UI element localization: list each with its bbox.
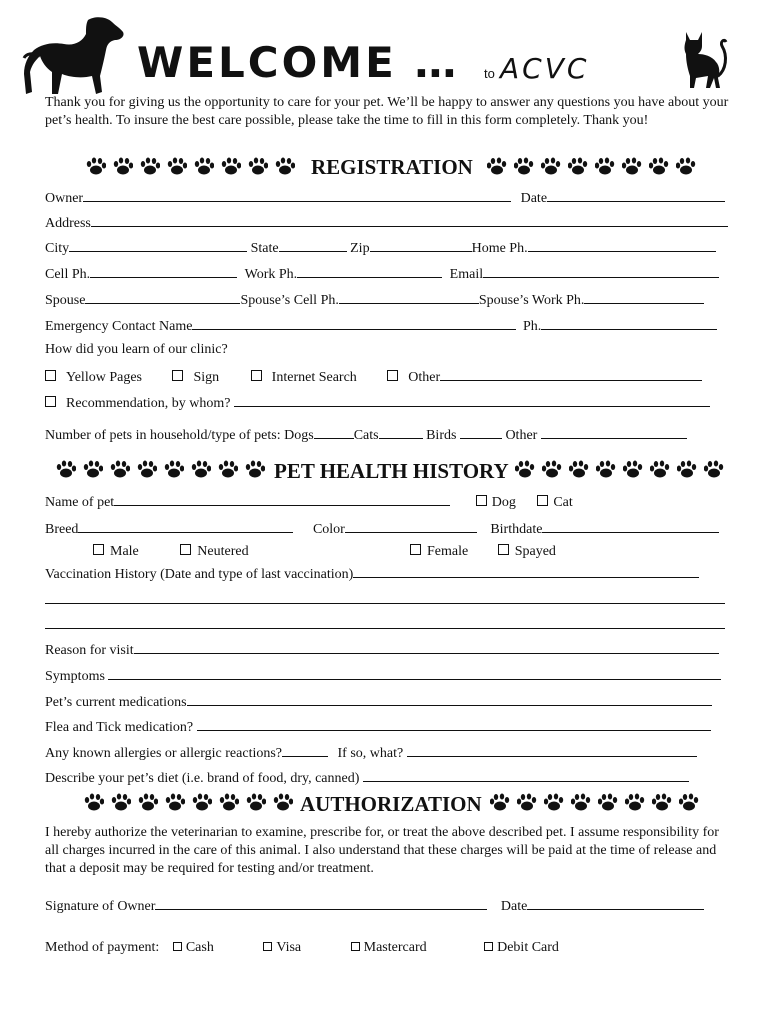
visa-checkbox[interactable]: [263, 942, 272, 951]
paw-print-icon: [108, 460, 130, 478]
spayed-checkbox[interactable]: [498, 544, 509, 555]
email-label: Email: [449, 267, 484, 282]
diet-row: [45, 768, 689, 787]
dog-label: Dog: [491, 495, 516, 510]
clinic-name: ACVC: [500, 52, 590, 85]
emergency-row: [45, 316, 717, 335]
spouse-work-field[interactable]: [584, 290, 704, 304]
breed-field[interactable]: [78, 519, 293, 533]
paw-print-icon: [490, 793, 512, 811]
debit-card-label: Debit Card: [497, 940, 559, 955]
symptoms-row: [45, 666, 721, 685]
spouse-field[interactable]: [85, 290, 240, 304]
cash-checkbox[interactable]: [173, 942, 182, 951]
other-source-checkbox[interactable]: [387, 370, 398, 381]
paw-print-icon: [487, 157, 509, 175]
other-pets-field[interactable]: [541, 425, 687, 439]
yellow-pages-checkbox[interactable]: [45, 370, 56, 381]
symptoms-field[interactable]: [108, 666, 721, 680]
paw-print-icon: [273, 157, 295, 175]
paw-print-icon: [136, 793, 158, 811]
internet-search-label: Internet Search: [271, 370, 357, 385]
recommendation-label: Recommendation, by whom?: [66, 396, 231, 411]
reason-row: [45, 640, 719, 659]
color-label: Color: [312, 522, 345, 537]
vaccination-line-3[interactable]: [45, 628, 725, 629]
other-pets-label: Other: [505, 428, 538, 443]
paw-print-icon: [650, 460, 672, 478]
date-label: Date: [520, 191, 548, 206]
signature-date-field[interactable]: [527, 896, 704, 910]
home-phone-field[interactable]: [528, 238, 716, 252]
mastercard-label: Mastercard: [363, 940, 427, 955]
paw-row-left: [84, 157, 295, 175]
dog-silhouette-icon: [22, 14, 126, 98]
paw-print-icon: [190, 793, 212, 811]
mastercard-checkbox[interactable]: [351, 942, 360, 951]
color-field[interactable]: [345, 519, 477, 533]
female-label: Female: [427, 544, 469, 559]
signature-field[interactable]: [155, 896, 487, 910]
paw-print-icon: [243, 460, 265, 478]
emergency-field[interactable]: [192, 316, 516, 330]
paw-print-icon: [165, 157, 187, 175]
paw-print-icon: [111, 157, 133, 175]
paw-print-icon: [541, 157, 563, 175]
work-phone-label: Work Ph.: [244, 267, 298, 282]
paw-print-icon: [192, 157, 214, 175]
cell-phone-field[interactable]: [90, 264, 237, 278]
cell-phone-label: Cell Ph.: [45, 267, 91, 282]
diet-field[interactable]: [363, 768, 689, 782]
paw-print-icon: [81, 460, 103, 478]
state-field[interactable]: [279, 238, 347, 252]
paw-print-icon: [568, 157, 590, 175]
vaccination-field[interactable]: [353, 564, 699, 578]
paw-print-icon: [162, 460, 184, 478]
other-source-label: Other: [408, 370, 441, 385]
paw-print-icon: [82, 793, 104, 811]
birds-label: Birds: [426, 428, 457, 443]
paw-print-icon: [246, 157, 268, 175]
learn-question: How did you learn of our clinic?: [45, 342, 228, 357]
address-field[interactable]: [91, 213, 728, 227]
registration-heading: REGISTRATION: [311, 155, 473, 179]
phone-row: [45, 264, 719, 283]
signature-date-label: Date: [500, 899, 528, 914]
yellow-pages-label: Yellow Pages: [66, 370, 142, 385]
signature-row: [45, 896, 704, 915]
pets-count-label: Number of pets in household/type of pets:: [45, 428, 281, 443]
paw-row-left: [54, 460, 265, 478]
flea-label: Flea and Tick medication?: [45, 720, 194, 735]
medications-field[interactable]: [187, 692, 712, 706]
debit-card-checkbox[interactable]: [484, 942, 493, 951]
reason-label: Reason for visit: [45, 643, 134, 658]
spouse-cell-label: Spouse’s Cell Ph.: [240, 293, 339, 308]
paw-print-icon: [571, 793, 593, 811]
paw-print-icon: [244, 793, 266, 811]
pets-count-row: [45, 425, 687, 444]
vaccination-line-2[interactable]: [45, 603, 725, 604]
birthdate-field[interactable]: [542, 519, 719, 533]
medications-label: Pet’s current medications: [45, 695, 187, 710]
paw-print-icon: [569, 460, 591, 478]
cat-checkbox[interactable]: [537, 495, 548, 506]
cats-field[interactable]: [379, 425, 423, 439]
dog-checkbox[interactable]: [476, 495, 487, 506]
paw-print-icon: [679, 793, 701, 811]
owner-field[interactable]: [83, 188, 511, 202]
vaccination-row: [45, 564, 699, 583]
paw-print-icon: [216, 460, 238, 478]
breed-row: [45, 519, 719, 538]
dogs-field[interactable]: [314, 425, 354, 439]
paw-print-icon: [625, 793, 647, 811]
birthdate-label: Birthdate: [490, 522, 543, 537]
spouse-cell-field[interactable]: [339, 290, 479, 304]
visa-label: Visa: [276, 940, 302, 955]
flea-field[interactable]: [197, 717, 711, 731]
authorization-heading: AUTHORIZATION: [300, 792, 482, 816]
paw-row-right: [515, 460, 726, 478]
city-field[interactable]: [69, 238, 247, 252]
neutered-checkbox[interactable]: [180, 544, 191, 555]
home-phone-label: Home Ph.: [471, 241, 528, 256]
emergency-label: Emergency Contact Name: [45, 319, 193, 334]
if-so-label: If so, what?: [337, 746, 404, 761]
flea-row: [45, 717, 711, 736]
paw-print-icon: [271, 793, 293, 811]
zip-label: Zip: [350, 241, 370, 256]
cats-label: Cats: [353, 428, 379, 443]
address-label: Address: [45, 216, 91, 231]
pet-health-heading: PET HEALTH HISTORY: [274, 459, 509, 483]
signature-label: Signature of Owner: [45, 899, 156, 914]
date-field[interactable]: [547, 188, 725, 202]
paw-print-icon: [138, 157, 160, 175]
paw-print-icon: [596, 460, 618, 478]
paw-print-icon: [84, 157, 106, 175]
paw-row-right: [487, 157, 698, 175]
reason-field[interactable]: [134, 640, 719, 654]
state-label: State: [250, 241, 279, 256]
paw-row-right: [490, 793, 701, 811]
recommendation-checkbox[interactable]: [45, 396, 56, 407]
welcome-title: WELCOME …: [137, 38, 460, 87]
paw-print-icon: [649, 157, 671, 175]
internet-search-checkbox[interactable]: [251, 370, 262, 381]
symptoms-label: Symptoms: [45, 669, 105, 684]
emergency-phone-label: Ph.: [522, 319, 542, 334]
spouse-row: [45, 290, 704, 309]
zip-field[interactable]: [370, 238, 472, 252]
city-label: City: [45, 241, 70, 256]
neutered-label: Neutered: [197, 544, 249, 559]
paw-print-icon: [544, 793, 566, 811]
city-row: [45, 238, 716, 257]
payment-row: [45, 940, 559, 956]
medications-row: [45, 692, 712, 711]
owner-label: Owner: [45, 191, 84, 206]
allergies-field[interactable]: [282, 743, 328, 757]
spouse-label: Spouse: [45, 293, 86, 308]
vaccination-label: Vaccination History (Date and type of last vaccination): [45, 567, 354, 582]
male-label: Male: [110, 544, 139, 559]
dogs-label: Dogs: [284, 428, 314, 443]
paw-print-icon: [677, 460, 699, 478]
intro-text: Thank you for giving us the opportunity to care for your pet. We’ll be happy to answer any questions you have about your pet’s health. To insure the best care possible, please take the time to fill in this form completely. Thank you!: [45, 95, 729, 128]
paw-print-icon: [623, 460, 645, 478]
paw-print-icon: [219, 157, 241, 175]
owner-row: [45, 188, 725, 207]
paw-print-icon: [704, 460, 726, 478]
cash-label: Cash: [185, 940, 214, 955]
male-checkbox[interactable]: [93, 544, 104, 555]
other-source-field[interactable]: [440, 367, 702, 381]
paw-print-icon: [189, 460, 211, 478]
paw-row-left: [82, 793, 293, 811]
paw-print-icon: [622, 157, 644, 175]
work-phone-field[interactable]: [297, 264, 442, 278]
pet-name-field[interactable]: [114, 492, 450, 506]
paw-print-icon: [515, 460, 537, 478]
breed-label: Breed: [45, 522, 79, 537]
allergies-row: [45, 743, 697, 762]
spouse-work-label: Spouse’s Work Ph.: [478, 293, 585, 308]
recommendation-row: [45, 393, 710, 412]
paw-print-icon: [135, 460, 157, 478]
email-field[interactable]: [483, 264, 719, 278]
paw-print-icon: [514, 157, 536, 175]
paw-print-icon: [109, 793, 131, 811]
to-label: to: [484, 66, 495, 81]
paw-print-icon: [676, 157, 698, 175]
pet-name-row: [45, 492, 573, 511]
pet-name-label: Name of pet: [45, 495, 115, 510]
paw-print-icon: [652, 793, 674, 811]
paw-print-icon: [542, 460, 564, 478]
paw-print-icon: [54, 460, 76, 478]
sign-label: Sign: [193, 370, 220, 385]
paw-print-icon: [595, 157, 617, 175]
sign-checkbox[interactable]: [172, 370, 183, 381]
allergies-label: Any known allergies or allergic reactions?: [45, 746, 283, 761]
paw-print-icon: [598, 793, 620, 811]
if-so-field[interactable]: [407, 743, 697, 757]
paw-print-icon: [163, 793, 185, 811]
paw-print-icon: [517, 793, 539, 811]
cat-silhouette-icon: [678, 26, 730, 90]
emergency-phone-field[interactable]: [541, 316, 717, 330]
sex-row-female: [410, 544, 556, 560]
learn-options: [45, 367, 702, 386]
paw-print-icon: [217, 793, 239, 811]
address-row: [45, 213, 728, 232]
payment-label: Method of payment:: [45, 940, 160, 955]
female-checkbox[interactable]: [410, 544, 421, 555]
cat-label: Cat: [553, 495, 573, 510]
spayed-label: Spayed: [514, 544, 556, 559]
diet-label: Describe your pet’s diet (i.e. brand of food, dry, canned): [45, 771, 360, 786]
authorization-text: I hereby authorize the veterinarian to examine, prescribe for, or treat the above described pet. I assume responsibility for all charges incurred in the care of this animal. I also understand that these charges will be paid at the time of release and that a deposit may be required for testing and/or treatment.: [45, 825, 719, 876]
sex-row: [93, 544, 249, 560]
birds-field[interactable]: [460, 425, 502, 439]
recommendation-field[interactable]: [234, 393, 710, 407]
